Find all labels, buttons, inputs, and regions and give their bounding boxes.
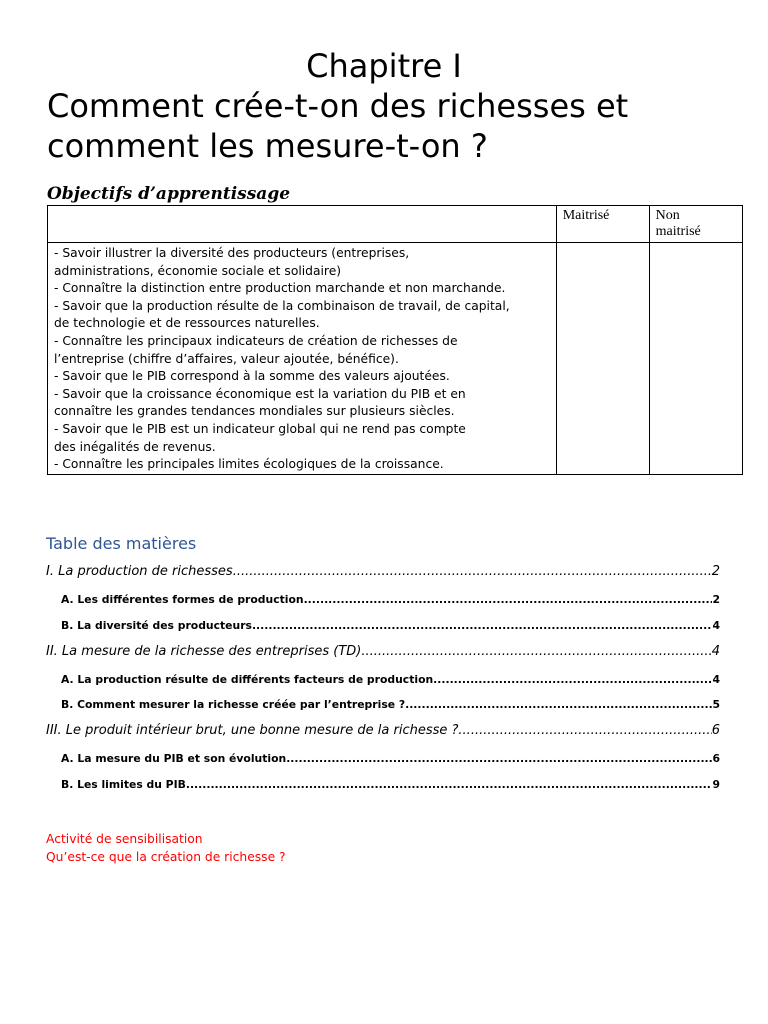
toc-entry-2[interactable] xyxy=(0,644,768,659)
toc-heading: Table des matières xyxy=(46,534,197,553)
objectives-table xyxy=(47,205,743,475)
objective-line: administrations, économie sociale et solidaire) xyxy=(54,263,342,278)
objectives-heading: Objectifs d’apprentissage xyxy=(47,184,291,204)
not-mastered-checkbox-cell[interactable] xyxy=(649,243,742,475)
title-line-2: comment les mesure-t-on ? xyxy=(47,127,488,165)
toc-entry-3[interactable] xyxy=(0,723,768,738)
toc-leader-dots xyxy=(233,564,712,579)
objective-line: l’entreprise (chiffre d’affaires, valeur ajoutée, bénéfice). xyxy=(54,351,399,366)
toc-leader-dots xyxy=(405,698,712,711)
objective-line: - Connaître les principaux indicateurs de création de richesses de xyxy=(54,333,458,348)
toc-leader-dots xyxy=(186,778,713,791)
chapter-label: Chapitre I xyxy=(306,47,462,85)
toc-page-number: 4 xyxy=(712,619,720,632)
toc-leader-dots xyxy=(361,644,711,659)
toc-entry-title: A. Les différentes formes de production xyxy=(61,593,304,606)
toc-entry-title: III. Le produit intérieur brut, une bonne mesure de la richesse ? xyxy=(46,723,459,738)
toc-entry-title: A. La production résulte de différents facteurs de production xyxy=(61,673,434,686)
col-header-not-mastered: Non maitrisé xyxy=(649,206,742,243)
toc-leader-dots xyxy=(286,752,712,765)
activity-question: Qu’est-ce que la création de richesse ? xyxy=(46,850,286,864)
toc-page-number: 9 xyxy=(712,778,720,791)
toc-leader-dots xyxy=(433,673,712,686)
toc-page-number: 4 xyxy=(712,673,720,686)
toc-page-number: 2 xyxy=(711,564,720,579)
objective-line: - Connaître les principales limites écologiques de la croissance. xyxy=(54,457,444,472)
objective-line: - Savoir que la production résulte de la combinaison de travail, de capital, xyxy=(54,298,510,313)
toc-entry-title: B. Les limites du PIB xyxy=(61,778,186,791)
col-header-mastered: Maitrisé xyxy=(556,206,649,243)
toc-entry-3b[interactable] xyxy=(0,778,768,791)
toc-entry-title: I. La production de richesses xyxy=(46,564,233,579)
toc-entry-2a[interactable] xyxy=(0,673,768,686)
toc-leader-dots xyxy=(252,619,713,632)
toc-entry-title: II. La mesure de la richesse des entreprises (TD) xyxy=(46,644,362,659)
objectives-header-empty xyxy=(48,206,557,243)
objective-line: - Savoir que la croissance économique est la variation du PIB et en xyxy=(54,386,466,401)
mastered-checkbox-cell[interactable] xyxy=(556,243,649,475)
objectives-list xyxy=(48,243,556,474)
toc-entry-2b[interactable] xyxy=(0,698,768,711)
objective-line: de technologie et de ressources naturelles. xyxy=(54,316,320,331)
toc-page-number: 2 xyxy=(712,593,720,606)
toc-entry-title: B. Comment mesurer la richesse créée par l’entreprise ? xyxy=(61,698,406,711)
toc-entry-1b[interactable] xyxy=(0,619,768,632)
toc-leader-dots xyxy=(458,723,711,738)
toc-entry-1a[interactable] xyxy=(0,593,768,606)
objective-line: connaître les grandes tendances mondiales sur plusieurs siècles. xyxy=(54,404,455,419)
toc-entry-title: B. La diversité des producteurs xyxy=(61,619,252,632)
toc-page-number: 4 xyxy=(711,644,720,659)
toc-page-number: 5 xyxy=(712,698,720,711)
page-title xyxy=(47,86,747,166)
title-line-1: Comment crée-t-on des richesses et xyxy=(47,87,629,125)
objectives-list-cell xyxy=(48,243,557,475)
objective-line: - Savoir que le PIB correspond à la somme des valeurs ajoutées. xyxy=(54,369,450,384)
toc-page-number: 6 xyxy=(712,752,720,765)
toc-entry-3a[interactable] xyxy=(0,752,768,765)
toc-leader-dots xyxy=(304,593,713,606)
objective-line: des inégalités de revenus. xyxy=(54,439,216,454)
objective-line: - Savoir que le PIB est un indicateur global qui ne rend pas compte xyxy=(54,421,466,436)
toc-entry-1[interactable] xyxy=(0,564,768,579)
activity-title: Activité de sensibilisation xyxy=(46,832,203,846)
objective-line: - Connaître la distinction entre production marchande et non marchande. xyxy=(54,281,506,296)
toc-entry-title: A. La mesure du PIB et son évolution xyxy=(61,752,287,765)
toc-page-number: 6 xyxy=(711,723,720,738)
objective-line: - Savoir illustrer la diversité des producteurs (entreprises, xyxy=(54,246,410,260)
